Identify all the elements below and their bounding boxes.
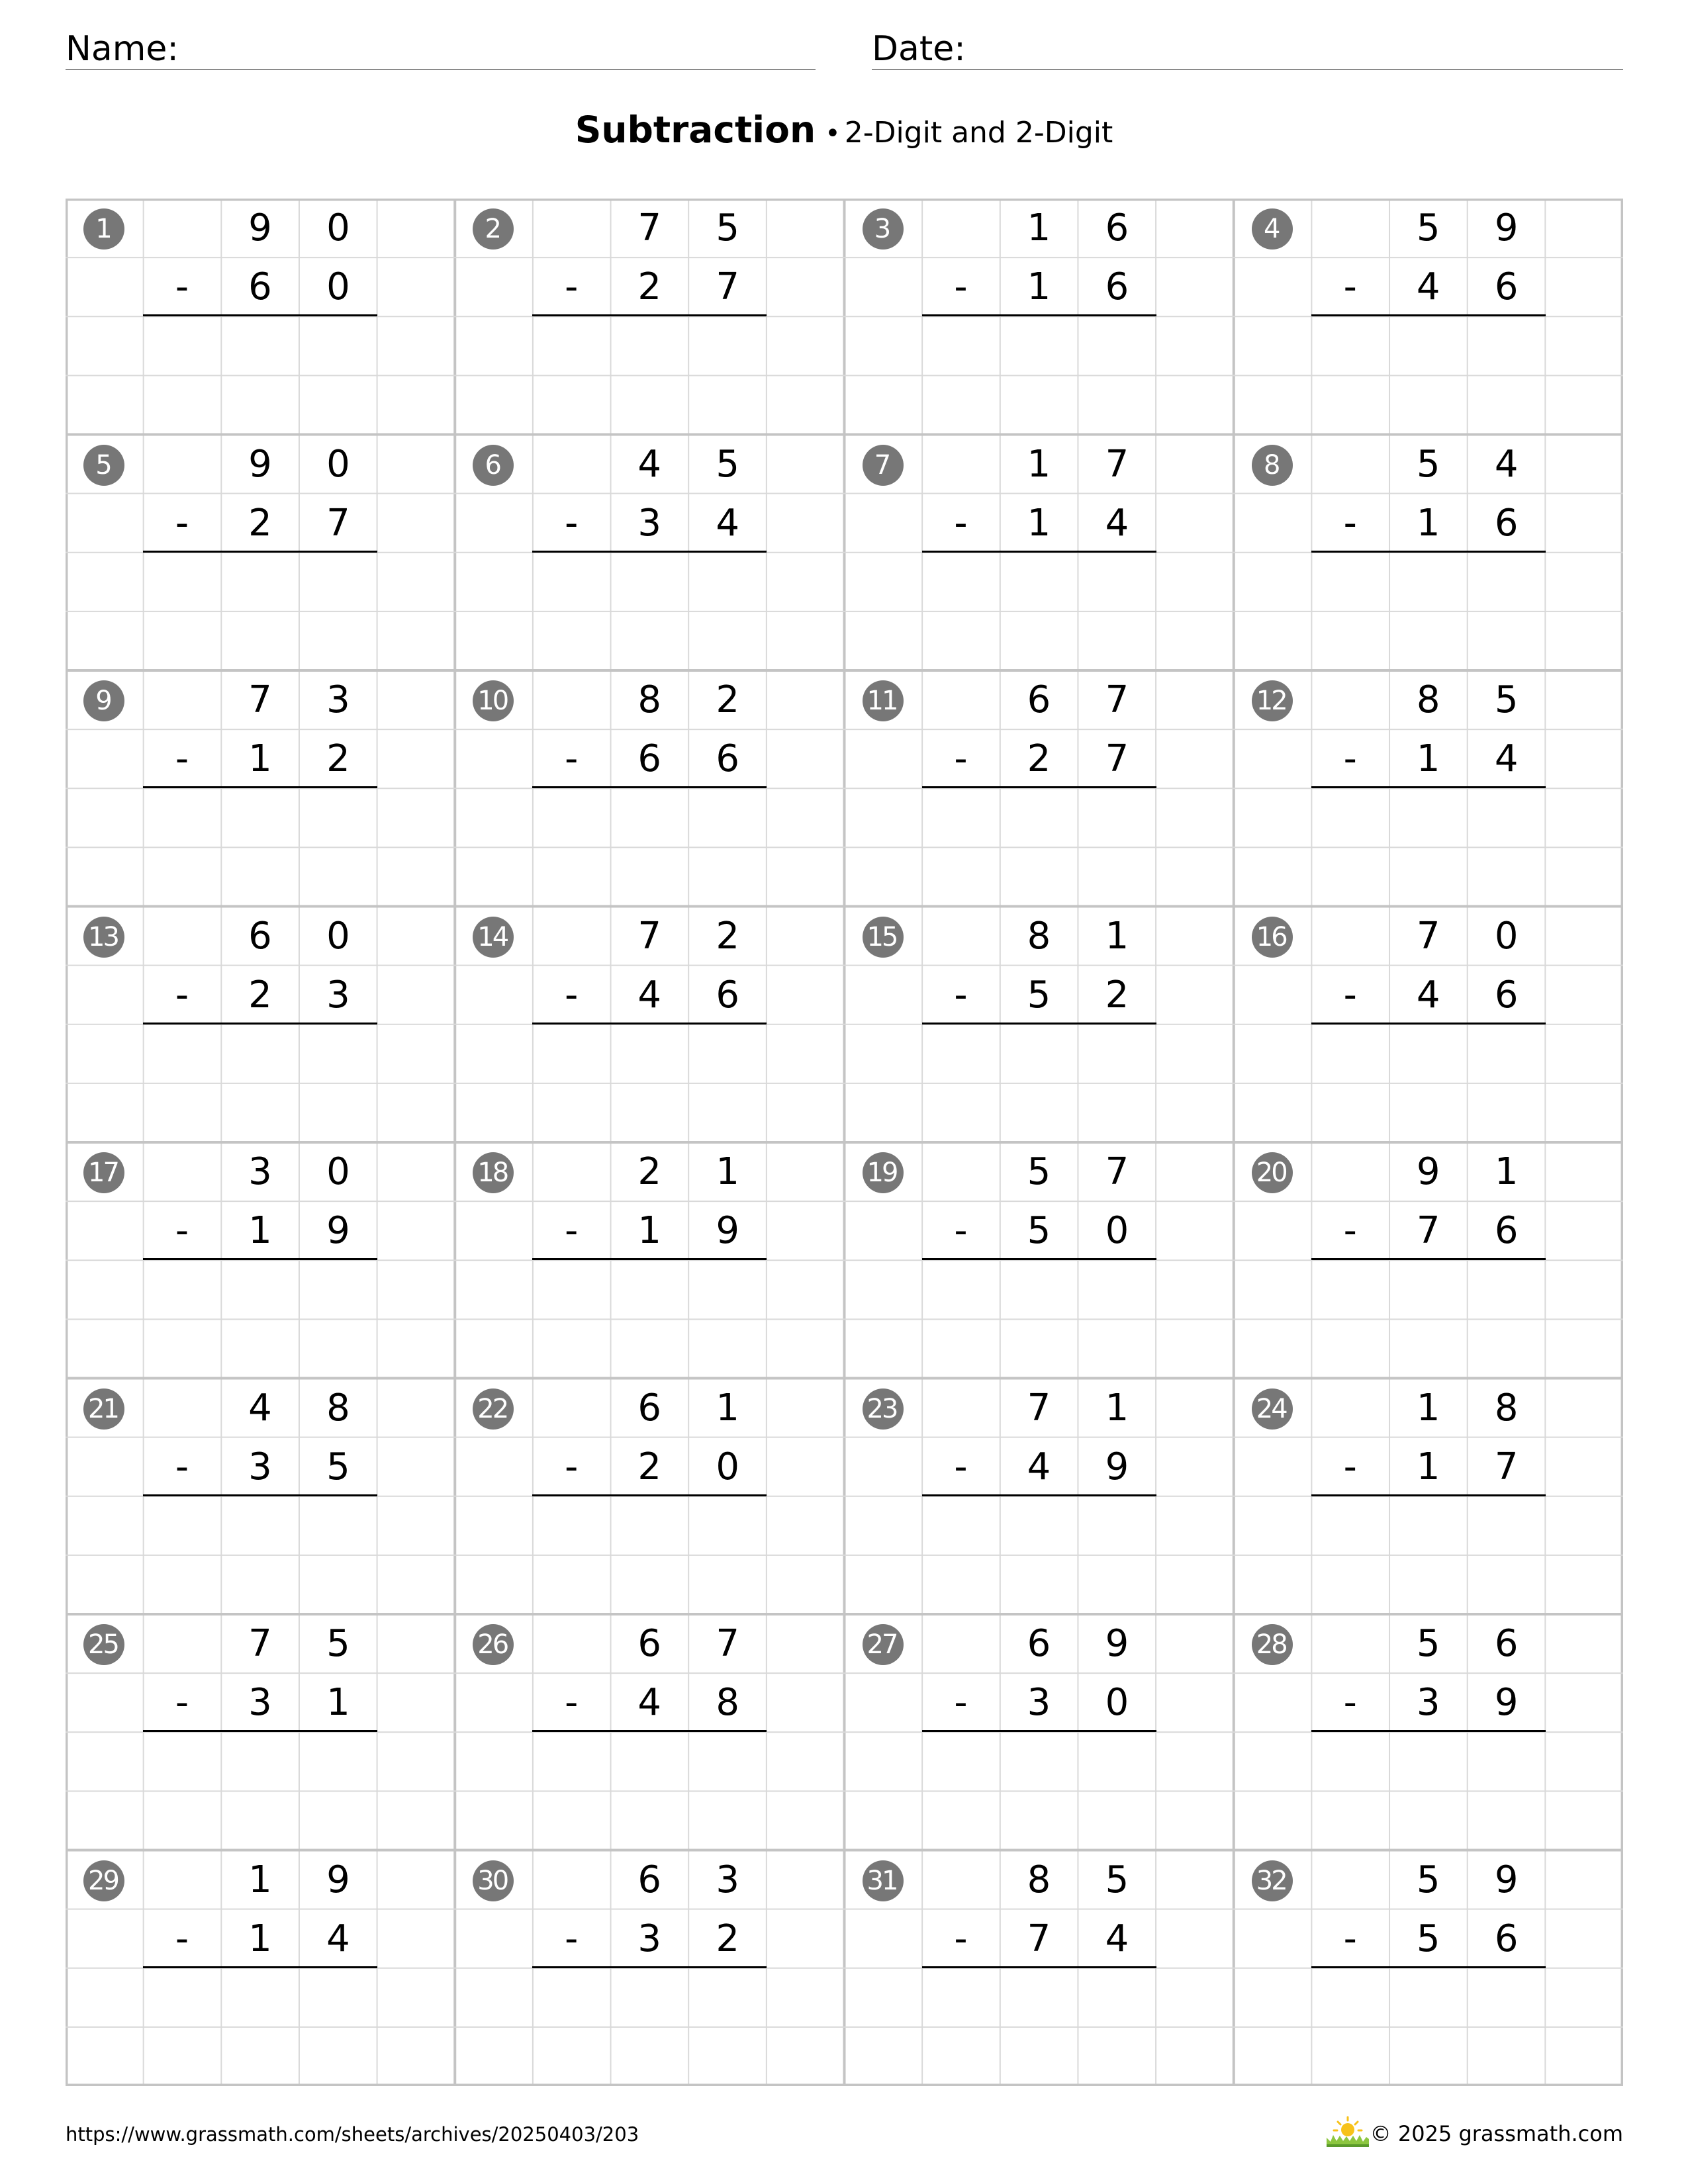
grass-sun-logo-icon xyxy=(1325,2115,1370,2148)
subtrahend-tens-digit: 5 xyxy=(1027,973,1051,1017)
subtrahend-ones-digit: 0 xyxy=(326,265,350,308)
answer-line xyxy=(143,314,377,316)
problem-number-badge: 32 xyxy=(1252,1860,1293,1901)
problem-number-badge: 29 xyxy=(83,1860,124,1901)
subtrahend-ones-digit: 2 xyxy=(716,1917,740,1960)
grass-icon xyxy=(1327,2135,1369,2147)
minuend-tens-digit: 8 xyxy=(1027,914,1051,958)
answer-line xyxy=(1311,1730,1546,1732)
minuend-tens-digit: 7 xyxy=(248,1622,272,1665)
subtrahend-ones-digit: 7 xyxy=(1105,737,1129,780)
problem xyxy=(66,435,455,670)
minuend-tens-digit: 5 xyxy=(1416,1622,1440,1665)
subtrahend-ones-digit: 6 xyxy=(1494,1917,1519,1960)
problem-number-badge: 28 xyxy=(1252,1624,1293,1665)
problem xyxy=(66,199,455,434)
minuend-tens-digit: 9 xyxy=(248,442,272,486)
minus-sign: - xyxy=(175,501,189,545)
minuend-ones-digit: 1 xyxy=(1105,914,1129,958)
minus-sign: - xyxy=(954,501,968,545)
minuend-ones-digit: 9 xyxy=(326,1858,350,1901)
answer-line xyxy=(922,786,1156,788)
answer-line xyxy=(143,551,377,553)
minuend-ones-digit: 8 xyxy=(1494,1386,1519,1430)
minuend-tens-digit: 6 xyxy=(637,1386,662,1430)
minuend-ones-digit: 1 xyxy=(1105,1386,1129,1430)
minus-sign: - xyxy=(1343,1445,1357,1488)
problem xyxy=(455,907,844,1142)
problem-number-badge: 10 xyxy=(473,680,514,721)
subtrahend-tens-digit: 3 xyxy=(1416,1681,1440,1724)
minus-sign: - xyxy=(954,1445,968,1488)
answer-line xyxy=(922,551,1156,553)
subtrahend-tens-digit: 2 xyxy=(248,973,272,1017)
minuend-tens-digit: 7 xyxy=(248,678,272,721)
minus-sign: - xyxy=(954,1917,968,1960)
minuend-ones-digit: 9 xyxy=(1494,1858,1519,1901)
subtrahend-tens-digit: 6 xyxy=(248,265,272,308)
minus-sign: - xyxy=(565,1445,579,1488)
problem xyxy=(66,670,455,906)
subtrahend-ones-digit: 7 xyxy=(716,265,740,308)
subtrahend-ones-digit: 0 xyxy=(1105,1209,1129,1252)
minuend-tens-digit: 8 xyxy=(1027,1858,1051,1901)
problem xyxy=(455,1614,844,1850)
worksheet-title xyxy=(0,105,1688,164)
minus-sign: - xyxy=(565,501,579,545)
minuend-ones-digit: 0 xyxy=(326,206,350,250)
problem xyxy=(845,435,1234,670)
problem xyxy=(845,1850,1234,2086)
problem-number-badge: 12 xyxy=(1252,680,1293,721)
problem-number-badge: 26 xyxy=(473,1624,514,1665)
minuend-tens-digit: 9 xyxy=(248,206,272,250)
minus-sign: - xyxy=(954,1209,968,1252)
answer-line xyxy=(532,1494,767,1496)
subtrahend-tens-digit: 1 xyxy=(248,1917,272,1960)
answer-line xyxy=(922,1494,1156,1496)
subtrahend-tens-digit: 1 xyxy=(248,1209,272,1252)
title-subtitle: 2-Digit and 2-Digit xyxy=(844,116,1113,150)
problem-number-badge: 2 xyxy=(473,208,514,250)
date-label: Date: xyxy=(872,29,966,69)
problem-number-badge: 30 xyxy=(473,1860,514,1901)
problem-number-badge: 24 xyxy=(1252,1388,1293,1430)
subtrahend-ones-digit: 6 xyxy=(1494,265,1519,308)
subtrahend-ones-digit: 6 xyxy=(716,737,740,780)
minuend-ones-digit: 0 xyxy=(1494,914,1519,958)
problem xyxy=(1234,1850,1623,2086)
problem xyxy=(455,1142,844,1378)
minuend-ones-digit: 1 xyxy=(716,1150,740,1193)
answer-line xyxy=(1311,786,1546,788)
subtrahend-tens-digit: 3 xyxy=(248,1681,272,1724)
minuend-ones-digit: 3 xyxy=(326,678,350,721)
answer-line xyxy=(1311,1023,1546,1024)
name-label: Name: xyxy=(66,29,179,69)
subtrahend-tens-digit: 5 xyxy=(1027,1209,1051,1252)
problem xyxy=(845,1614,1234,1850)
minuend-ones-digit: 1 xyxy=(1494,1150,1519,1193)
minuend-ones-digit: 4 xyxy=(1494,442,1519,486)
subtrahend-ones-digit: 6 xyxy=(1494,1209,1519,1252)
minuend-tens-digit: 8 xyxy=(637,678,662,721)
minus-sign: - xyxy=(565,265,579,308)
minus-sign: - xyxy=(175,973,189,1017)
problem xyxy=(455,1379,844,1614)
minuend-ones-digit: 7 xyxy=(1105,1150,1129,1193)
problem-sheet xyxy=(66,199,1623,2086)
answer-line xyxy=(1311,1966,1546,1968)
subtrahend-tens-digit: 2 xyxy=(637,265,662,308)
answer-line xyxy=(532,314,767,316)
minus-sign: - xyxy=(565,1681,579,1724)
answer-line xyxy=(143,786,377,788)
problem xyxy=(845,1142,1234,1378)
problem-number-badge: 4 xyxy=(1252,208,1293,250)
minus-sign: - xyxy=(175,1209,189,1252)
minuend-tens-digit: 9 xyxy=(1416,1150,1440,1193)
problem-number-badge: 21 xyxy=(83,1388,124,1430)
minuend-ones-digit: 6 xyxy=(1105,206,1129,250)
problem-number-badge: 20 xyxy=(1252,1152,1293,1193)
minus-sign: - xyxy=(1343,1681,1357,1724)
minuend-tens-digit: 7 xyxy=(637,914,662,958)
subtrahend-tens-digit: 1 xyxy=(248,737,272,780)
minuend-tens-digit: 6 xyxy=(1027,1622,1051,1665)
subtrahend-tens-digit: 7 xyxy=(1027,1917,1051,1960)
subtrahend-tens-digit: 1 xyxy=(637,1209,662,1252)
footer-url: https://www.grassmath.com/sheets/archives/20250403/203 xyxy=(66,2123,639,2146)
problem xyxy=(455,199,844,434)
problem-number-badge: 5 xyxy=(83,445,124,486)
problem-number-badge: 19 xyxy=(863,1152,904,1193)
minus-sign: - xyxy=(175,1917,189,1960)
minus-sign: - xyxy=(175,1681,189,1724)
title-main: Subtraction xyxy=(575,109,816,151)
minus-sign: - xyxy=(175,737,189,780)
minuend-ones-digit: 1 xyxy=(716,1386,740,1430)
subtrahend-tens-digit: 1 xyxy=(1416,737,1440,780)
problem xyxy=(455,435,844,670)
subtrahend-tens-digit: 3 xyxy=(1027,1681,1051,1724)
answer-line xyxy=(532,1258,767,1260)
answer-line xyxy=(922,1023,1156,1024)
answer-line xyxy=(922,1258,1156,1260)
minuend-ones-digit: 0 xyxy=(326,1150,350,1193)
subtrahend-ones-digit: 2 xyxy=(1105,973,1129,1017)
problem-number-badge: 8 xyxy=(1252,445,1293,486)
answer-line xyxy=(532,1023,767,1024)
minus-sign: - xyxy=(565,737,579,780)
answer-line xyxy=(922,314,1156,316)
subtrahend-ones-digit: 1 xyxy=(326,1681,350,1724)
problem-number-badge: 18 xyxy=(473,1152,514,1193)
problem xyxy=(1234,199,1623,434)
problem-number-badge: 27 xyxy=(863,1624,904,1665)
minuend-ones-digit: 7 xyxy=(1105,442,1129,486)
subtrahend-ones-digit: 4 xyxy=(1105,1917,1129,1960)
minuend-tens-digit: 6 xyxy=(637,1622,662,1665)
problem-number-badge: 25 xyxy=(83,1624,124,1665)
answer-line xyxy=(922,1966,1156,1968)
minuend-tens-digit: 7 xyxy=(637,206,662,250)
minuend-ones-digit: 5 xyxy=(1494,678,1519,721)
minuend-tens-digit: 8 xyxy=(1416,678,1440,721)
minuend-tens-digit: 4 xyxy=(637,442,662,486)
minuend-tens-digit: 1 xyxy=(1027,206,1051,250)
subtrahend-ones-digit: 9 xyxy=(716,1209,740,1252)
minuend-ones-digit: 9 xyxy=(1494,206,1519,250)
problem-number-badge: 23 xyxy=(863,1388,904,1430)
problem-number-badge: 31 xyxy=(863,1860,904,1901)
problem-number-badge: 1 xyxy=(83,208,124,250)
problem xyxy=(1234,670,1623,906)
subtrahend-ones-digit: 2 xyxy=(326,737,350,780)
minuend-tens-digit: 4 xyxy=(248,1386,272,1430)
subtrahend-ones-digit: 0 xyxy=(1105,1681,1129,1724)
answer-line xyxy=(1311,1258,1546,1260)
minuend-ones-digit: 8 xyxy=(326,1386,350,1430)
minuend-ones-digit: 0 xyxy=(326,442,350,486)
minuend-tens-digit: 5 xyxy=(1027,1150,1051,1193)
title-bullet: • xyxy=(825,118,841,149)
minuend-ones-digit: 5 xyxy=(1105,1858,1129,1901)
problem xyxy=(1234,907,1623,1142)
subtrahend-tens-digit: 5 xyxy=(1416,1917,1440,1960)
minus-sign: - xyxy=(954,973,968,1017)
problem xyxy=(66,1614,455,1850)
subtrahend-tens-digit: 2 xyxy=(248,501,272,545)
minuend-tens-digit: 6 xyxy=(637,1858,662,1901)
subtrahend-ones-digit: 6 xyxy=(1494,973,1519,1017)
minuend-ones-digit: 3 xyxy=(716,1858,740,1901)
minus-sign: - xyxy=(954,737,968,780)
problem-number-badge: 14 xyxy=(473,917,514,958)
minus-sign: - xyxy=(565,1917,579,1960)
subtrahend-tens-digit: 2 xyxy=(637,1445,662,1488)
answer-line xyxy=(532,786,767,788)
problem xyxy=(1234,1614,1623,1850)
minuend-ones-digit: 2 xyxy=(716,914,740,958)
subtrahend-ones-digit: 9 xyxy=(326,1209,350,1252)
minuend-ones-digit: 7 xyxy=(1105,678,1129,721)
minus-sign: - xyxy=(565,1209,579,1252)
problem xyxy=(455,1850,844,2086)
problem-number-badge: 6 xyxy=(473,445,514,486)
subtrahend-ones-digit: 6 xyxy=(1494,501,1519,545)
problem xyxy=(845,1379,1234,1614)
subtrahend-tens-digit: 1 xyxy=(1027,501,1051,545)
problem-number-badge: 15 xyxy=(863,917,904,958)
minuend-ones-digit: 7 xyxy=(716,1622,740,1665)
subtrahend-tens-digit: 4 xyxy=(637,1681,662,1724)
subtrahend-ones-digit: 6 xyxy=(1105,265,1129,308)
problem-number-badge: 3 xyxy=(863,208,904,250)
minus-sign: - xyxy=(954,1681,968,1724)
problem xyxy=(66,1142,455,1378)
name-field[interactable] xyxy=(66,23,816,70)
problem xyxy=(845,670,1234,906)
problem xyxy=(66,1379,455,1614)
minus-sign: - xyxy=(565,973,579,1017)
subtrahend-tens-digit: 1 xyxy=(1416,1445,1440,1488)
subtrahend-ones-digit: 4 xyxy=(1105,501,1129,545)
subtrahend-tens-digit: 3 xyxy=(248,1445,272,1488)
minus-sign: - xyxy=(175,265,189,308)
minuend-tens-digit: 2 xyxy=(637,1150,662,1193)
minuend-tens-digit: 3 xyxy=(248,1150,272,1193)
minuend-ones-digit: 5 xyxy=(716,442,740,486)
answer-line xyxy=(532,1966,767,1968)
problem xyxy=(66,907,455,1142)
minuend-ones-digit: 6 xyxy=(1494,1622,1519,1665)
minuend-ones-digit: 5 xyxy=(716,206,740,250)
subtrahend-tens-digit: 3 xyxy=(637,1917,662,1960)
subtrahend-tens-digit: 4 xyxy=(1027,1445,1051,1488)
subtrahend-ones-digit: 5 xyxy=(326,1445,350,1488)
answer-line xyxy=(1311,551,1546,553)
subtrahend-ones-digit: 4 xyxy=(326,1917,350,1960)
subtrahend-tens-digit: 1 xyxy=(1416,501,1440,545)
subtrahend-ones-digit: 0 xyxy=(716,1445,740,1488)
problem-number-badge: 17 xyxy=(83,1152,124,1193)
problem xyxy=(1234,435,1623,670)
answer-line xyxy=(143,1494,377,1496)
minuend-tens-digit: 6 xyxy=(1027,678,1051,721)
subtrahend-ones-digit: 7 xyxy=(326,501,350,545)
subtrahend-ones-digit: 9 xyxy=(1494,1681,1519,1724)
minus-sign: - xyxy=(175,1445,189,1488)
problem xyxy=(1234,1142,1623,1378)
problem-number-badge: 13 xyxy=(83,917,124,958)
minuend-tens-digit: 7 xyxy=(1416,914,1440,958)
subtrahend-ones-digit: 6 xyxy=(716,973,740,1017)
subtrahend-ones-digit: 7 xyxy=(1494,1445,1519,1488)
subtrahend-ones-digit: 4 xyxy=(1494,737,1519,780)
subtrahend-tens-digit: 6 xyxy=(637,737,662,780)
problem xyxy=(66,1850,455,2086)
minuend-tens-digit: 1 xyxy=(1027,442,1051,486)
minus-sign: - xyxy=(1343,973,1357,1017)
minuend-tens-digit: 6 xyxy=(248,914,272,958)
problem xyxy=(1234,1379,1623,1614)
minuend-tens-digit: 5 xyxy=(1416,442,1440,486)
footer-copyright: © 2025 grassmath.com xyxy=(1370,2121,1623,2146)
problem-number-badge: 22 xyxy=(473,1388,514,1430)
minuend-tens-digit: 1 xyxy=(1416,1386,1440,1430)
minus-sign: - xyxy=(1343,501,1357,545)
minus-sign: - xyxy=(1343,265,1357,308)
minus-sign: - xyxy=(1343,1917,1357,1960)
subtrahend-ones-digit: 8 xyxy=(716,1681,740,1724)
minuend-tens-digit: 1 xyxy=(248,1858,272,1901)
sun-icon xyxy=(1334,2117,1362,2136)
subtrahend-tens-digit: 4 xyxy=(1416,973,1440,1017)
minuend-tens-digit: 5 xyxy=(1416,1858,1440,1901)
subtrahend-ones-digit: 9 xyxy=(1105,1445,1129,1488)
minuend-ones-digit: 9 xyxy=(1105,1622,1129,1665)
answer-line xyxy=(143,1730,377,1732)
minuend-ones-digit: 5 xyxy=(326,1622,350,1665)
answer-line xyxy=(143,1023,377,1024)
problem-number-badge: 16 xyxy=(1252,917,1293,958)
subtrahend-tens-digit: 7 xyxy=(1416,1209,1440,1252)
minus-sign: - xyxy=(954,265,968,308)
minuend-tens-digit: 5 xyxy=(1416,206,1440,250)
minuend-ones-digit: 0 xyxy=(326,914,350,958)
answer-line xyxy=(143,1966,377,1968)
subtrahend-ones-digit: 3 xyxy=(326,973,350,1017)
problem-number-badge: 7 xyxy=(863,445,904,486)
subtrahend-tens-digit: 3 xyxy=(637,501,662,545)
subtrahend-ones-digit: 4 xyxy=(716,501,740,545)
problem xyxy=(845,907,1234,1142)
subtrahend-tens-digit: 4 xyxy=(1416,265,1440,308)
answer-line xyxy=(1311,1494,1546,1496)
answer-line xyxy=(922,1730,1156,1732)
subtrahend-tens-digit: 4 xyxy=(637,973,662,1017)
subtrahend-tens-digit: 2 xyxy=(1027,737,1051,780)
date-field[interactable] xyxy=(872,23,1623,70)
problem xyxy=(455,670,844,906)
minuend-ones-digit: 2 xyxy=(716,678,740,721)
subtrahend-tens-digit: 1 xyxy=(1027,265,1051,308)
minuend-tens-digit: 7 xyxy=(1027,1386,1051,1430)
answer-line xyxy=(532,551,767,553)
answer-line xyxy=(1311,314,1546,316)
problem-number-badge: 9 xyxy=(83,680,124,721)
minus-sign: - xyxy=(1343,737,1357,780)
problem-number-badge: 11 xyxy=(863,680,904,721)
minus-sign: - xyxy=(1343,1209,1357,1252)
problem xyxy=(845,199,1234,434)
answer-line xyxy=(143,1258,377,1260)
answer-line xyxy=(532,1730,767,1732)
